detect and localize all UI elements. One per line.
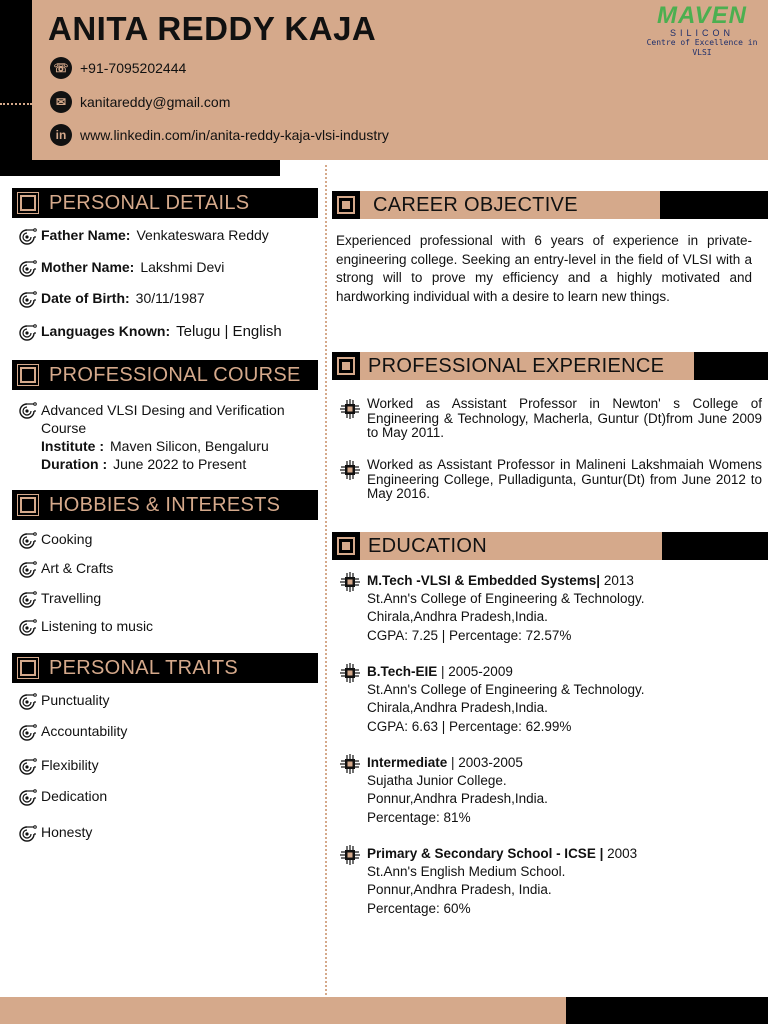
education-score: CGPA: 7.25 | Percentage: 72.57% [367, 627, 572, 643]
education-item [338, 663, 645, 736]
email-row [50, 91, 230, 113]
detail-label: Languages Known: [41, 323, 171, 339]
education-years: | 2005-2009 [437, 664, 513, 679]
linkedin-icon: in [50, 124, 72, 146]
course-name: Advanced VLSI Desing and Verification Course [41, 402, 285, 436]
detail-value: 30/11/1987 [135, 290, 205, 306]
linkedin-url[interactable]: www.linkedin.com/in/anita-reddy-kaja-vlsi-industry [80, 127, 389, 143]
hobby-item [17, 560, 113, 580]
hobby-item [17, 531, 92, 551]
trait-label: Accountability [41, 723, 128, 739]
experience-item [338, 397, 762, 441]
section-title: HOBBIES & INTERESTS [49, 493, 281, 516]
career-objective-text: Experienced professional with 6 years of experience in private-engineering college. Seeking an entry-level in the field of VLSI with a strong will to prove my efficiency and a highly motivated and hardworking individual with a desire to learn new things. [336, 233, 752, 304]
chip-bullet-icon [338, 843, 362, 867]
section-title: CAREER OBJECTIVE [373, 193, 578, 216]
circuit-bullet-icon [17, 757, 37, 777]
detail-value: Lakshmi Devi [140, 259, 225, 275]
trait-label: Dedication [41, 788, 108, 804]
education-institution: St.Ann's College of Engineering & Technology. [367, 682, 645, 698]
circuit-bullet-icon [17, 531, 37, 551]
duration-label: Duration : [41, 456, 108, 472]
circuit-bullet-icon [17, 323, 37, 343]
circuit-bullet-icon [17, 590, 37, 610]
detail-row [17, 323, 282, 343]
chip-icon [15, 655, 41, 681]
education-degree: Intermediate [367, 755, 448, 770]
section-header-personal-details [12, 188, 318, 218]
education-institution: St.Ann's English Medium School. [367, 864, 566, 880]
chip-bullet-icon [338, 397, 362, 421]
circuit-bullet-icon [17, 401, 37, 421]
circuit-bullet-icon [17, 788, 37, 808]
chip-icon [15, 492, 41, 518]
trait-item [17, 824, 92, 844]
hobby-label: Cooking [41, 531, 93, 547]
education-location: Chirala,Andhra Pradesh,India. [367, 609, 548, 625]
education-degree: M.Tech -VLSI & Embedded Systems| [367, 573, 601, 588]
education-score: Percentage: 60% [367, 900, 471, 916]
course-entry [17, 401, 322, 473]
education-institution: Sujatha Junior College. [367, 773, 507, 789]
trait-label: Honesty [41, 824, 93, 840]
hobby-label: Listening to music [41, 618, 154, 634]
chip-bullet-icon [338, 661, 362, 685]
education-location: Chirala,Andhra Pradesh,India. [367, 700, 548, 716]
education-location: Ponnur,Andhra Pradesh,India. [367, 791, 548, 807]
phone-icon: ☏ [50, 57, 72, 79]
section-title: PERSONAL TRAITS [49, 656, 238, 679]
chip-icon [15, 362, 41, 388]
detail-value: Telugu | English [176, 323, 282, 340]
section-header-professional-course [12, 360, 318, 390]
chip-icon [332, 532, 360, 560]
chip-bullet-icon [338, 458, 362, 482]
section-title: EDUCATION [368, 534, 487, 557]
chip-icon [332, 352, 360, 380]
trait-item [17, 757, 99, 777]
detail-label: Mother Name: [41, 259, 135, 275]
circuit-bullet-icon [17, 227, 37, 247]
trait-label: Flexibility [41, 757, 99, 773]
section-title: PROFESSIONAL COURSE [49, 363, 301, 386]
chip-bullet-icon [338, 752, 362, 776]
experience-text: Worked as Assistant Professor in Malineni Lakshmaiah Womens Engineering College, Pulladigunta, Guntur(Dt) from June 2012 to May 2016. [367, 457, 762, 501]
institute-label: Institute : [41, 438, 104, 454]
circuit-bullet-icon [17, 560, 37, 580]
education-degree: B.Tech-EIE [367, 664, 438, 679]
section-header-hobbies [12, 490, 318, 520]
maven-silicon-logo [644, 4, 760, 58]
phone-number[interactable]: +91-7095202444 [80, 60, 187, 76]
detail-row [17, 227, 269, 247]
chip-icon [15, 190, 41, 216]
circuit-bullet-icon [17, 290, 37, 310]
hobby-label: Art & Crafts [41, 560, 114, 576]
hobby-item [17, 618, 153, 638]
circuit-bullet-icon [17, 723, 37, 743]
detail-row [17, 290, 205, 310]
linkedin-row [50, 124, 389, 146]
header-accent-bar [0, 0, 32, 176]
education-institution: St.Ann's College of Engineering & Technology. [367, 591, 645, 607]
circuit-bullet-icon [17, 618, 37, 638]
logo-tagline: Centre of Excellence in VLSI [646, 38, 758, 57]
header-dotted-line [0, 103, 32, 105]
column-divider [325, 165, 327, 995]
trait-item [17, 692, 109, 712]
education-item [338, 572, 645, 645]
section-header-career-objective [332, 191, 768, 219]
logo-main-text: MAVEN [657, 2, 747, 29]
phone-row [50, 57, 186, 79]
chip-bullet-icon [338, 570, 362, 594]
hobby-label: Travelling [41, 590, 102, 606]
education-score: Percentage: 81% [367, 809, 471, 825]
trait-label: Punctuality [41, 692, 110, 708]
candidate-name: ANITA REDDY KAJA [48, 10, 377, 47]
education-degree: Primary & Secondary School - ICSE | [367, 846, 604, 861]
header-accent-bottom [0, 160, 280, 176]
circuit-bullet-icon [17, 692, 37, 712]
detail-row [17, 259, 224, 279]
email-icon: ✉ [50, 91, 72, 113]
trait-item [17, 788, 107, 808]
duration-value: June 2022 to Present [113, 456, 247, 472]
circuit-bullet-icon [17, 259, 37, 279]
logo-sub-text: SILICON [669, 28, 734, 38]
section-header-personal-traits [12, 653, 318, 683]
detail-label: Date of Birth: [41, 290, 130, 306]
experience-text: Worked as Assistant Professor in Newton' s College of Engineering & Technology, Macherla, Guntur (Dt)from June 2009 to May 2011. [367, 396, 762, 440]
section-header-professional-experience [332, 352, 768, 380]
email-address[interactable]: kanitareddy@gmail.com [80, 94, 231, 110]
education-years: 2003 [603, 846, 638, 861]
section-title: PERSONAL DETAILS [49, 191, 250, 214]
trait-item [17, 723, 127, 743]
education-score: CGPA: 6.63 | Percentage: 62.99% [367, 718, 572, 734]
education-years: | 2003-2005 [447, 755, 523, 770]
section-header-education [332, 532, 768, 560]
experience-item [338, 458, 762, 502]
detail-label: Father Name: [41, 227, 131, 243]
section-title: PROFESSIONAL EXPERIENCE [368, 354, 665, 377]
education-item [338, 754, 548, 827]
detail-value: Venkateswara Reddy [136, 227, 269, 243]
institute-value: Maven Silicon, Bengaluru [110, 438, 269, 454]
footer-accent [566, 997, 768, 1024]
chip-icon [332, 191, 360, 219]
education-location: Ponnur,Andhra Pradesh, India. [367, 882, 552, 898]
education-item [338, 845, 637, 918]
hobby-item [17, 590, 101, 610]
circuit-bullet-icon [17, 824, 37, 844]
education-years: 2013 [600, 573, 634, 588]
